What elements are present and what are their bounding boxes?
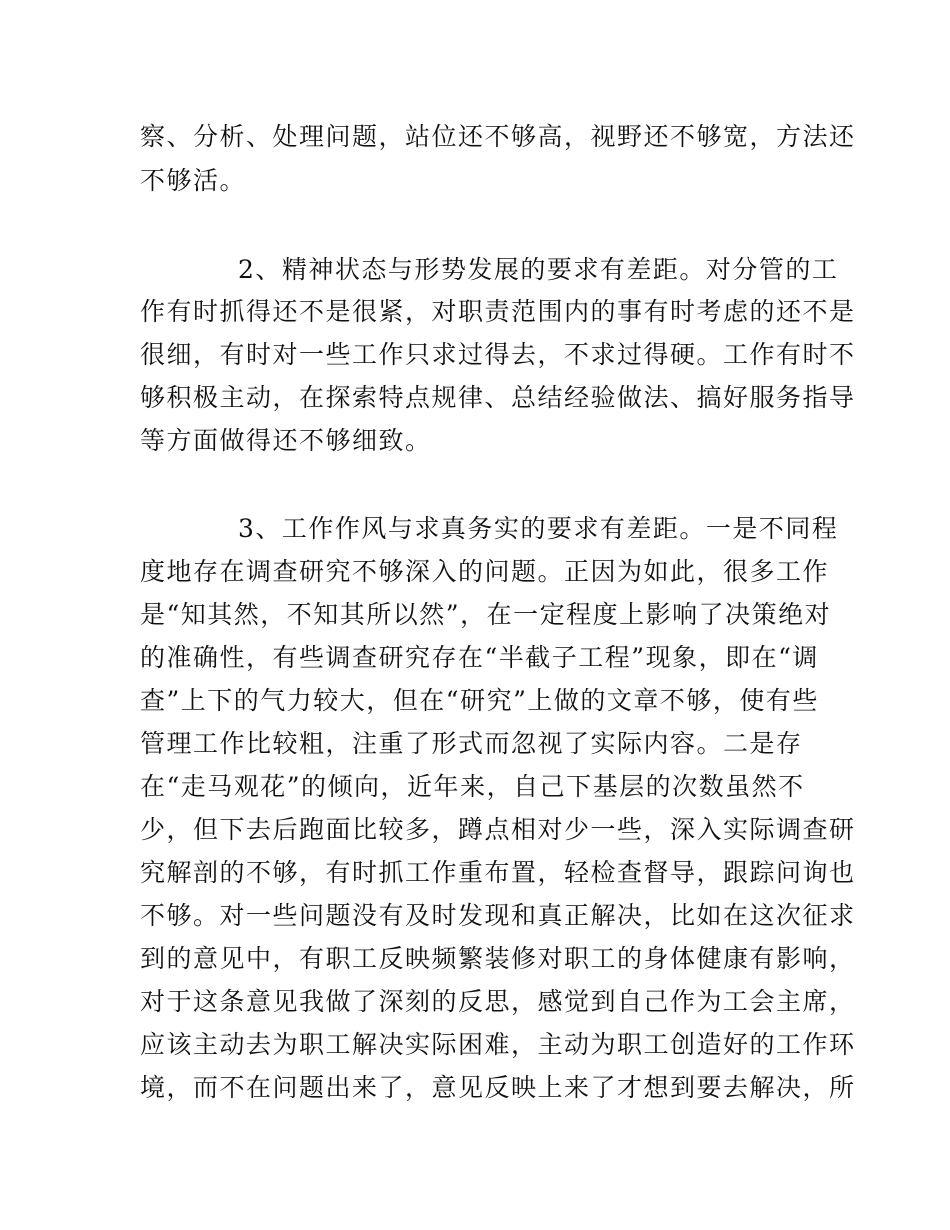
paragraph-heading-2: 2、精神状态与形势发展的要求有差距。对分管的工 [238, 255, 839, 284]
text-line: 察、分析、处理问题，站位还不够高，视野还不够宽，方法还 [140, 122, 856, 151]
text-line: 的准确性，有些调查研究存在“半截子工程”现象，即在“调 [140, 643, 819, 672]
text-line: 很细，有时对一些工作只求过得去，不求过得硬。工作有时不 [140, 340, 856, 369]
text-line: 少，但下去后跑面比较多，蹲点相对少一些，深入实际调查研 [140, 815, 856, 844]
text-line: 等方面做得还不够细致。 [140, 426, 432, 455]
text-line: 应该主动去为职工解决实际困难，主动为职工创造好的工作环 [140, 1030, 856, 1059]
text-line: 作有时抓得还不是很紧，对职责范围内的事有时考虑的还不是 [140, 297, 856, 326]
text-line: 境，而不在问题出来了，意见反映上来了才想到要去解决，所 [140, 1073, 856, 1102]
text-line: 管理工作比较粗，注重了形式而忽视了实际内容。二是存 [140, 729, 803, 758]
text-line: 够积极主动，在探索特点规律、总结经验做法、搞好服务指导 [140, 383, 856, 412]
text-line: 查”上下的气力较大，但在“研究”上做的文章不够，使有些 [140, 686, 819, 715]
paragraph-heading-3: 3、工作作风与求真务实的要求有差距。一是不同程 [238, 514, 839, 543]
text-line: 到的意见中，有职工反映频繁装修对职工的身体健康有影响， [140, 944, 856, 973]
text-line: 究解剖的不够，有时抓工作重布置，轻检查督导，跟踪问询也 [140, 858, 856, 887]
text-line: 不够活。 [140, 166, 247, 195]
text-line: 不够。对一些问题没有及时发现和真正解决，比如在这次征求 [140, 901, 856, 930]
text-line: 是“知其然，不知其所以然”，在一定程度上影响了决策绝对 [140, 600, 832, 629]
text-line: 在“走马观花”的倾向，近年来，自己下基层的次数虽然不 [140, 772, 805, 801]
text-line: 对于这条意见我做了深刻的反思，感觉到自己作为工会主席， [140, 987, 856, 1016]
text-line: 度地存在调查研究不够深入的问题。正因为如此，很多工作 [140, 557, 830, 586]
